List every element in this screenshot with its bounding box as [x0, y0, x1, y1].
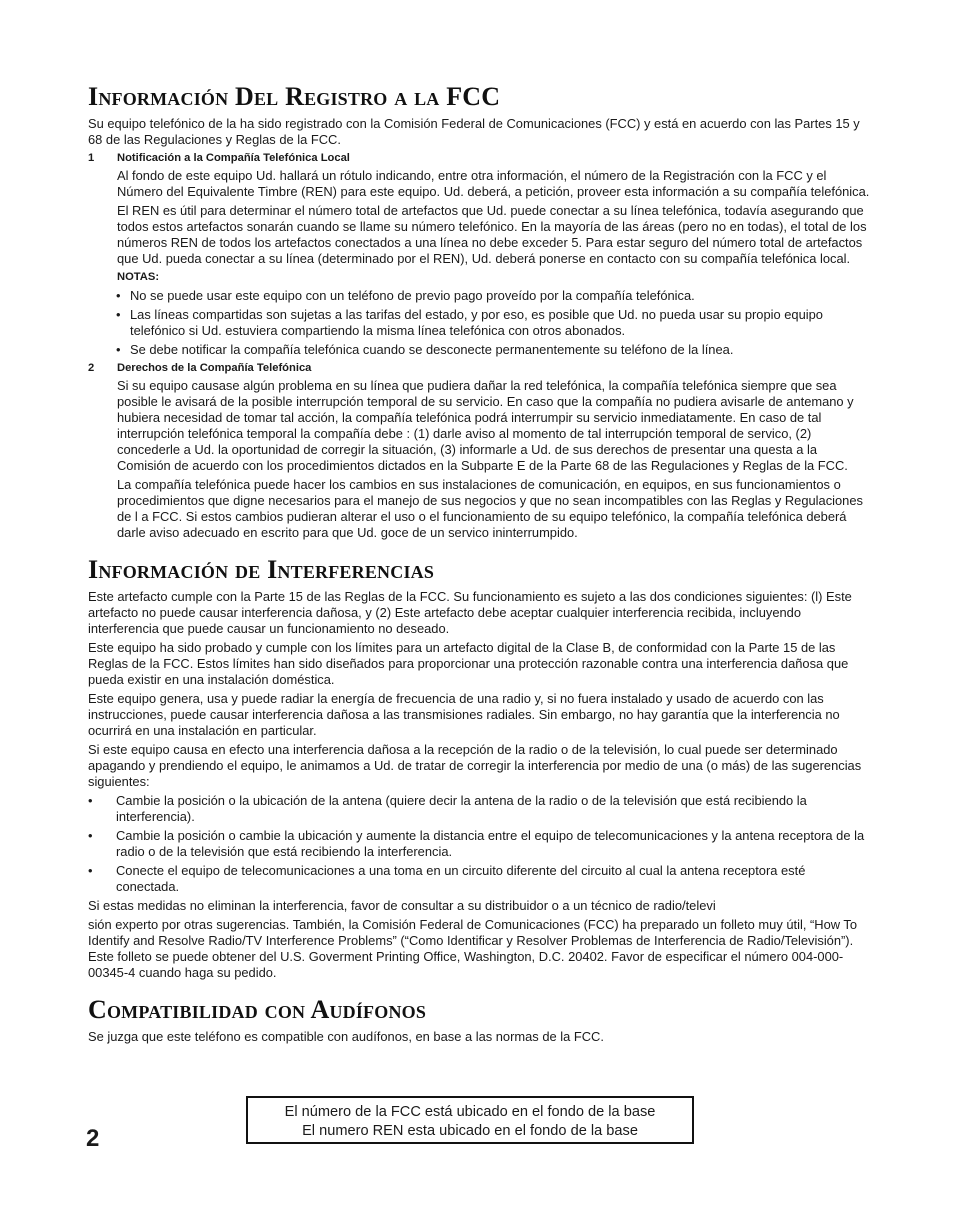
- paragraph: El REN es útil para determinar el número total de artefactos que Ud. puede conectar a su línea telefónica, todavía asegurando que todos estos artefactos sonarán cuando se llame su número telefónico. En la mayoría de las áreas (pero no en todas), el total de los números REN de todos los artefactos conectados a una línea no debe exceder 5. Para estar seguro del número total de artefactos que Ud. pueda conectar a su línea (determinado por el REN), Ud. deberá ponerse en contacto con su compañía telefónica local.: [117, 203, 867, 266]
- list-item: [88, 307, 870, 339]
- item-heading-text: Derechos de la Compañía Telefónica: [117, 362, 312, 374]
- list-item: [88, 793, 870, 825]
- paragraph: Si este equipo causa en efecto una interferencia dañosa a la recepción de la radio o de la televisión, lo cual puede ser determinado apagando y prendiendo el equipo, le animamos a Ud. de tratar de corregir la interferencia por medio de una (o más) de las sugerencias siguientes:: [88, 742, 862, 789]
- list-item: [88, 342, 870, 358]
- bullet-icon: •: [88, 828, 93, 843]
- list-item-text: Cambie la posición o cambie la ubicación y aumente la distancia entre el equipo de telecomunicaciones y la antena receptora de la radio o de la televisión que está recibiendo la interferencia.: [116, 828, 865, 859]
- bullet-icon: •: [116, 342, 121, 357]
- paragraph: Este equipo ha sido probado y cumple con los límites para un artefacto digital de la Clase B, de conformidad con la Parte 15 de las Reglas de la FCC. Estos límites han sido diseñados para proporcionar una protección razonable contra una interferencia dañosa que pueda existir en una instalación doméstica.: [88, 640, 849, 687]
- bullet-icon: •: [88, 793, 93, 808]
- paragraph: Al fondo de este equipo Ud. hallará un rótulo indicando, entre otra información, el número de la Registración con la FCC y el Número del Equivalente Timbre (REN) para este equipo. Ud. deberá, a petición, proveer esta información a su compañía telefónica.: [117, 168, 870, 199]
- list-item: [88, 863, 870, 895]
- item-number: 1: [88, 152, 95, 164]
- paragraph: Si su equipo causase algún problema en su línea que pudiera dañar la red telefónica, la compañía telefónica siempre que sea posible le avisará de la posible interrupción temporal de su servicio. En caso que la compañía no pudiera avisarle de antemano y hubiera necesidad de tomar tal acción, la compañía telefónica podrá interrumpir su servicio inmediatamente. En caso de tal interrupción telefónica temporal la compañía debe : (1) darle aviso al momento de tal interrupción temporal de servico, (2) concederle a Ud. la oportunidad de corregir la situación, (3) informarle a Ud. de sus derechos de presentar una questa a la Comisión de acuerdo con los procedimientos dictados en la Subparte E de la Parte 68 de las Regulaciones y Reglas de la FCC.: [117, 378, 854, 473]
- suggestions-list: [88, 793, 870, 895]
- item-number: 2: [88, 362, 95, 374]
- info-box-line: El número de la FCC está ubicado en el fondo de la base: [284, 1104, 656, 1120]
- paragraph: sión experto por otras sugerencias. También, la Comisión Federal de Comunicaciones (FCC) ha preparado un folleto muy útil, “How To Identify and Resolve Radio/TV Interference Problems” (“Como Identificar y Resolver Problemas de Interferencia de Radio/Televisión”). Este folleto se puede obtener del U.S. Goverment Printing Office, Washington, D.C. 20402. Favor de especificar el número 004-000-00345-4 cuando haga su pedido.: [88, 917, 858, 980]
- list-item-text: Las líneas compartidas son sujetas a las tarifas del estado, y por eso, es posible que Ud. no pueda usar su propio equipo telefónico si Ud. estuviera compartiendo la misma línea telefónica con otros abonados.: [130, 307, 823, 338]
- list-item-text: No se puede usar este equipo con un teléfono de previo pago proveído por la compañía telefónica.: [130, 288, 695, 303]
- list-item-text: Conecte el equipo de telecomunicaciones a una toma en un circuito diferente del circuito al cual la antena receptora esté conectada.: [116, 863, 806, 894]
- item-heading-1: [88, 151, 870, 165]
- section-title-hearing-aid: Compatibilidad con Audífonos: [88, 995, 427, 1024]
- bullet-icon: •: [88, 863, 93, 878]
- list-item: [88, 828, 870, 860]
- notes-label: NOTAS:: [117, 271, 160, 283]
- section-title-fcc-registration: Información Del Registro a la FCC: [88, 82, 501, 111]
- paragraph: Este equipo genera, usa y puede radiar la energía de frecuencia de una radio y, si no fuera instalado y usado de acuerdo con las instrucciones, puede causar interferencia dañosa a las transmisiones radiales. Sin embargo, no hay garantía que la interferencia no ocurrirá en una instalación en particular.: [88, 691, 840, 738]
- list-item-text: Cambie la posición o la ubicación de la antena (quiere decir la antena de la radio o de la televisión que está recibiendo la interferencia).: [116, 793, 807, 824]
- info-box: [246, 1096, 694, 1144]
- notes-list: [88, 288, 870, 358]
- paragraph: Si estas medidas no eliminan la interferencia, favor de consultar a su distribuidor o a un técnico de radio/televi: [88, 898, 716, 913]
- bullet-icon: •: [116, 307, 121, 322]
- section-intro: Su equipo telefónico de la ha sido registrado con la Comisión Federal de Comunicaciones (FCC) y está en acuerdo con las Partes 15 y 68 de las Regulaciones y Reglas de la FCC.: [88, 116, 860, 147]
- page-number: 2: [86, 1125, 100, 1152]
- section-title-interference: Información de Interferencias: [88, 555, 435, 584]
- list-item-text: Se debe notificar la compañía telefónica cuando se desconecte permanentemente su teléfono de la línea.: [130, 342, 734, 357]
- info-box-line: El numero REN esta ubicado en el fondo de la base: [302, 1123, 638, 1139]
- paragraph: Este artefacto cumple con la Parte 15 de las Reglas de la FCC. Su funcionamiento es sujeto a las dos condiciones siguientes: (l) Este artefacto no puede causar interferencia dañosa, y (2) Este artefacto debe aceptar cualquier interferencia recibida, incluyendo interferencia que puede causar un funcionamiento no deseado.: [88, 589, 852, 636]
- item-heading-text: Notificación a la Compañía Telefónica Local: [117, 152, 350, 164]
- list-item: [88, 288, 870, 304]
- paragraph: La compañía telefónica puede hacer los cambios en sus instalaciones de comunicación, en equipos, en sus funcionamientos o procedimientos que digne necesarios para el manejo de sus negocios y que no sean incompatibles con las Reglas y Regulaciones de l a FCC. Si estos cambios pudieran alterar el uso o el funcionamiento de su equipo telefónico, la compañía telefónica deberá darle aviso adecuado en escrito para que Ud. goce de un servico ininterrumpido.: [117, 477, 863, 540]
- item-heading-2: [88, 361, 870, 375]
- page-content: [88, 82, 870, 1048]
- bullet-icon: •: [116, 288, 121, 303]
- paragraph: Se juzga que este teléfono es compatible con audífonos, en base a las normas de la FCC.: [88, 1029, 604, 1044]
